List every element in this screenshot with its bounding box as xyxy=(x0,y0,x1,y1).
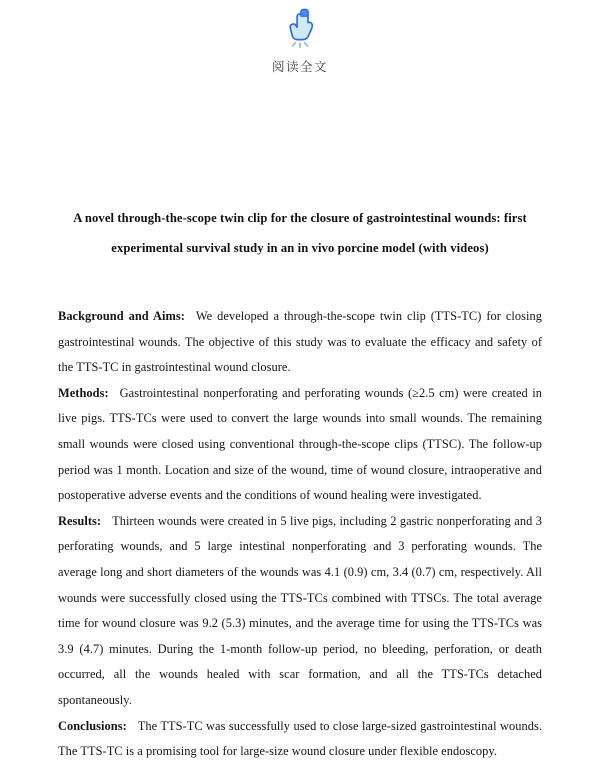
paper-page xyxy=(0,119,600,759)
abstract-section-results xyxy=(58,509,542,714)
abstract-section-methods xyxy=(58,381,542,509)
tap-hand-icon xyxy=(285,8,315,52)
read-full-text-label: 阅读全文 xyxy=(271,59,328,74)
read-full-text-button[interactable] xyxy=(0,0,600,119)
section-heading: Background and Aims: xyxy=(58,309,185,323)
section-text: Gastrointestinal nonperforating and perforating wounds (≥2.5 cm) were created in live pigs. TTS-TCs were used to convert the large wounds into small wounds. The remaining small wounds were closed using conventional through-the-scope clips (TTSC). The follow-up period was 1 month. Location and size of the wound, time of wound closure, intraoperative and postoperative adverse events and the conditions of wound healing were investigated. xyxy=(58,385,542,503)
abstract-section-conclusions xyxy=(58,714,542,765)
section-text: Thirteen wounds were created in 5 live pigs, including 2 gastric nonperforating and 3 perforating wounds, and 5 large intestinal nonperforating and 3 perforating wounds. The average long and short diameters of the wounds was 4.1 (0.9) cm, 3.4 (0.7) cm, respectively. All wounds were successfully closed using the TTS-TCs combined with TTSCs. The total average time for wound closure was 9.2 (5.3) minutes, and the average time for using the TTS-TCs was 3.9 (4.7) minutes. During the 1-month follow-up period, no bleeding, perforation, or death occurred, all the wounds healed with scar formation, and all the TTS-TCs detached spontaneously. xyxy=(58,513,542,707)
section-text: We developed a through-the-scope twin clip (TTS-TC) for closing gastrointestinal wounds. The objective of this study was to evaluate the efficacy and safety of the TTS-TC in gastrointestinal wound closure. xyxy=(58,309,542,375)
abstract-body xyxy=(58,304,542,765)
section-heading: Results: xyxy=(58,513,102,528)
section-heading: Conclusions: xyxy=(58,718,127,733)
section-heading: Methods: xyxy=(58,385,109,400)
abstract-section-background-and-aims xyxy=(58,304,542,381)
page-title: A novel through-the-scope twin clip for the closure of gastrointestinal wounds: first experimental survival study in an in vivo porcine model (with videos) xyxy=(73,211,527,255)
section-text: The TTS-TC was successfully used to close large-sized gastrointestinal wounds. The TTS-TC is a promising tool for large-size wound closure under flexible endoscopy. xyxy=(58,718,542,759)
